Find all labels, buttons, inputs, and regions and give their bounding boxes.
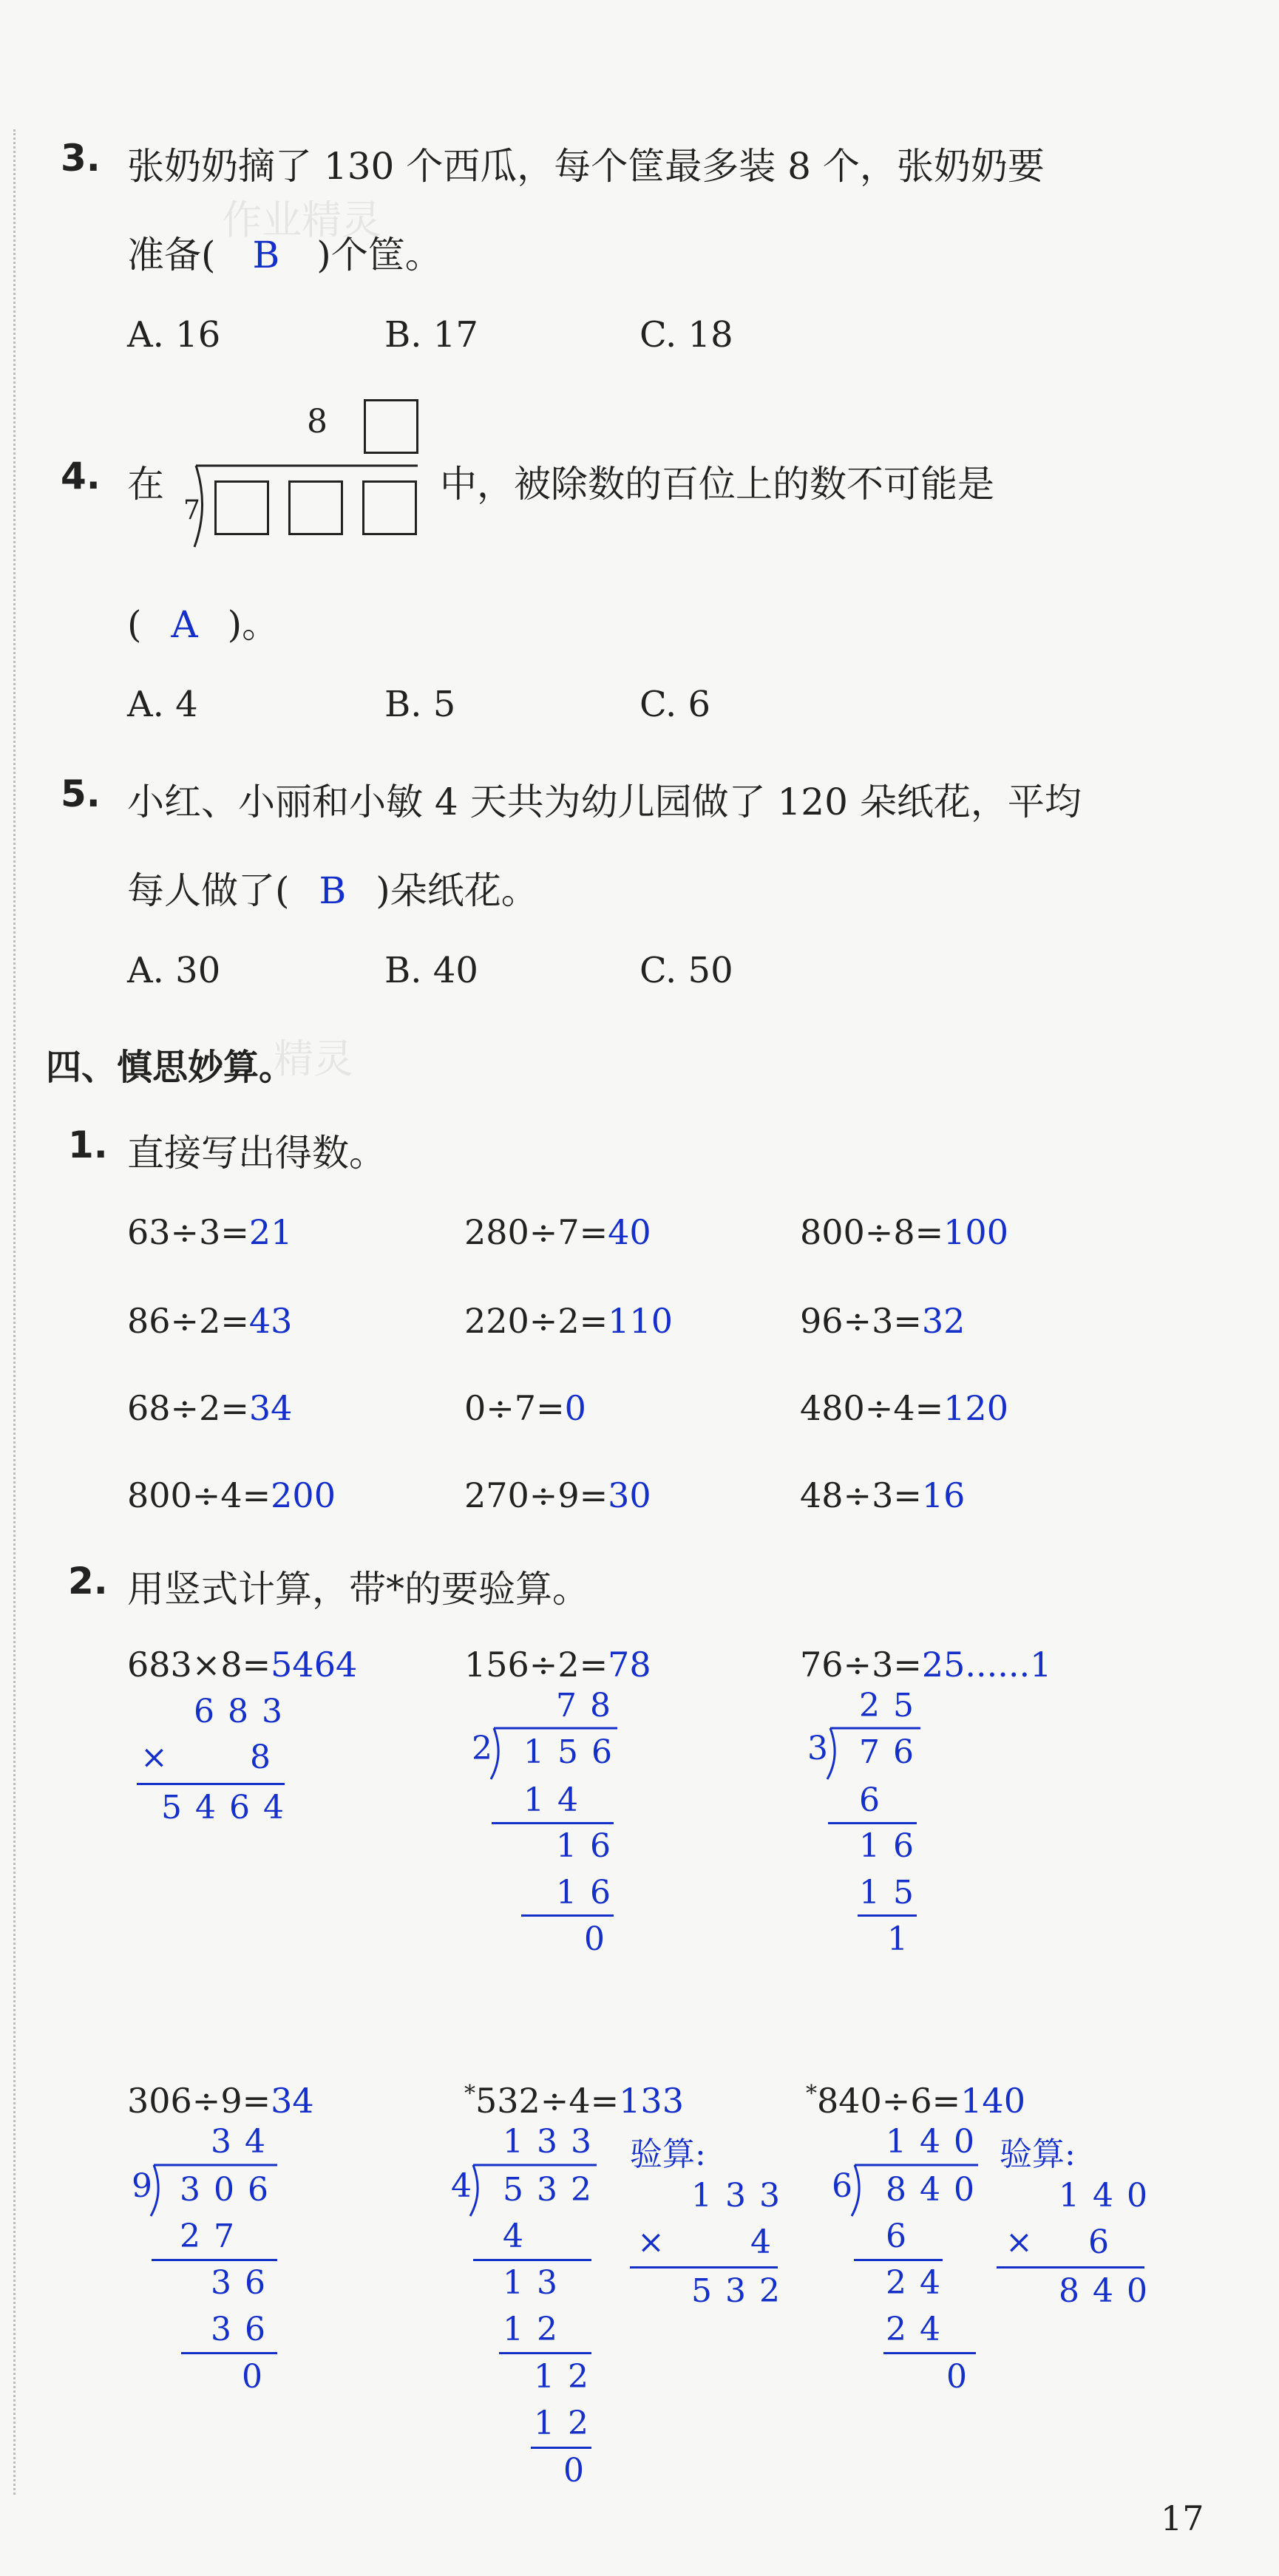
work-line	[630, 2266, 778, 2269]
work-digit: 15	[859, 1874, 927, 1911]
work-digit: 12	[503, 2311, 571, 2348]
work-digit: 6	[1088, 2223, 1122, 2261]
question-text: 在	[127, 463, 164, 506]
option-b: B. 40	[384, 950, 478, 991]
quotient-digit: 8	[307, 403, 328, 441]
option-b: B. 17	[384, 314, 478, 356]
section-title: 四、慎思妙算。	[46, 1047, 295, 1088]
work-digit: 140	[886, 2123, 988, 2161]
blank-box	[288, 480, 343, 535]
answer-line: ( A )。	[127, 603, 279, 646]
question-number: 1.	[68, 1124, 108, 1166]
work-digit: ×	[140, 1739, 181, 1776]
work-line	[152, 2259, 277, 2261]
work-digit: 27	[180, 2218, 248, 2255]
option-c: C. 50	[640, 950, 733, 991]
question-number: 4.	[61, 455, 101, 497]
work-digit: ×	[637, 2223, 678, 2261]
question-number: 3.	[61, 137, 101, 180]
oral-calc: 480÷4=120	[800, 1388, 1008, 1428]
work-digit: 9	[132, 2167, 166, 2205]
question-text: 每人做了( B )朵纸花。	[127, 869, 538, 912]
option-c: C. 18	[640, 314, 733, 356]
answer-choice: A	[171, 603, 198, 646]
work-digit: 13	[503, 2264, 571, 2302]
question-text: 中，被除数的百位上的数不可能是	[440, 463, 994, 506]
question-text: 用竖式计算，带*的要验算。	[127, 1568, 589, 1611]
work-digit: 1	[887, 1920, 921, 1958]
question-number: 5.	[61, 772, 101, 815]
work-digit: ×	[1005, 2223, 1046, 2261]
work-digit: 16	[859, 1827, 927, 1865]
work-digit: 14	[523, 1781, 591, 1819]
question-text: 直接写出得数。	[127, 1132, 386, 1175]
work-digit: 36	[211, 2311, 279, 2348]
work-digit: 3	[807, 1730, 841, 1767]
oral-calc: 800÷8=100	[800, 1212, 1008, 1252]
oral-calc: 800÷4=200	[127, 1475, 336, 1515]
oral-calc: 270÷9=30	[464, 1475, 651, 1515]
calc-expression: 76÷3=25......1	[800, 1645, 1052, 1685]
work-digit: 34	[211, 2123, 279, 2161]
calc-expression: 156÷2=78	[464, 1645, 651, 1685]
watermark: 作业精灵	[222, 197, 381, 243]
work-digit: 6	[859, 1781, 893, 1819]
oral-calc: 68÷2=34	[127, 1388, 293, 1428]
work-digit: 25	[859, 1687, 927, 1724]
work-digit: 0	[563, 2452, 597, 2490]
work-line	[181, 2352, 277, 2354]
work-digit: 133	[691, 2177, 793, 2215]
question-number: 2.	[68, 1560, 108, 1603]
option-a: A. 30	[127, 950, 221, 991]
oral-calc: 48÷3=16	[800, 1475, 966, 1515]
work-line	[499, 2352, 591, 2354]
oral-calc: 220÷2=110	[464, 1301, 673, 1341]
work-digit: 683	[194, 1693, 296, 1730]
work-line	[492, 1822, 614, 1824]
work-line	[531, 2447, 591, 2449]
work-line	[137, 1783, 285, 1785]
question-text: 准备( B )个筐。	[127, 234, 442, 276]
work-digit: 78	[556, 1687, 624, 1724]
option-c: C. 6	[640, 684, 711, 725]
check-label: 验算:	[1000, 2135, 1076, 2173]
work-digit: 4	[451, 2167, 485, 2205]
answer-choice: B	[319, 869, 347, 912]
work-line	[858, 1914, 917, 1917]
work-digit: 156	[523, 1733, 625, 1771]
question-text: 张奶奶摘了 130 个西瓜，每个筐最多装 8 个，张奶奶要	[127, 145, 1045, 188]
work-digit: 16	[556, 1827, 624, 1865]
work-digit: 24	[886, 2311, 954, 2348]
work-digit: 6	[886, 2218, 920, 2255]
work-digit: 5464	[161, 1789, 297, 1826]
calc-expression: *840÷6=140	[806, 2081, 1025, 2121]
work-digit: 532	[503, 2171, 605, 2209]
work-digit: 133	[503, 2123, 605, 2161]
oral-calc: 280÷7=40	[464, 1212, 651, 1252]
work-digit: 12	[534, 2405, 602, 2442]
work-digit: 12	[534, 2358, 602, 2396]
oral-calc: 63÷3=21	[127, 1212, 293, 1252]
option-b: B. 5	[384, 684, 456, 725]
oral-calc: 86÷2=43	[127, 1301, 293, 1341]
work-digit: 2	[472, 1730, 506, 1767]
question-text: 小红、小丽和小敏 4 天共为幼儿园做了 120 朵纸花，平均	[127, 781, 1082, 823]
calc-expression: 683×8=5464	[127, 1645, 358, 1685]
page-number: 17	[1161, 2498, 1204, 2538]
calc-expression: 306÷9=34	[127, 2081, 314, 2121]
answer-choice: B	[252, 234, 280, 276]
work-digit: 0	[584, 1920, 618, 1958]
work-line	[473, 2259, 591, 2261]
work-digit: 8	[250, 1739, 284, 1776]
work-digit: 76	[859, 1733, 927, 1771]
work-line	[521, 1914, 614, 1917]
work-digit: 532	[691, 2272, 793, 2310]
calc-expression: *532÷4=133	[464, 2081, 684, 2121]
work-digit: 840	[886, 2171, 988, 2209]
watermark: 精灵	[274, 1036, 353, 1082]
blank-box	[362, 480, 417, 535]
work-digit: 36	[211, 2264, 279, 2302]
check-label: 验算:	[630, 2135, 706, 2173]
work-digit: 306	[180, 2171, 282, 2209]
work-digit: 24	[886, 2264, 954, 2302]
work-digit: 6	[832, 2167, 866, 2205]
work-digit: 0	[242, 2358, 276, 2396]
binding-margin-line	[13, 129, 16, 2495]
work-digit: 4	[503, 2218, 537, 2255]
option-a: A. 4	[127, 684, 198, 725]
work-line	[883, 2352, 976, 2354]
blank-box	[214, 480, 269, 535]
oral-calc: 96÷3=32	[800, 1301, 966, 1341]
divisor: 7	[183, 495, 200, 526]
work-digit: 140	[1059, 2177, 1161, 2215]
blank-box	[364, 399, 418, 454]
work-digit: 0	[946, 2358, 980, 2396]
work-digit: 4	[750, 2223, 784, 2261]
oral-calc: 0÷7=0	[464, 1388, 586, 1428]
work-digit: 16	[556, 1874, 624, 1911]
work-digit: 840	[1059, 2272, 1161, 2310]
work-line	[828, 1822, 917, 1824]
work-line	[854, 2259, 943, 2261]
option-a: A. 16	[127, 314, 221, 356]
work-line	[997, 2266, 1144, 2269]
